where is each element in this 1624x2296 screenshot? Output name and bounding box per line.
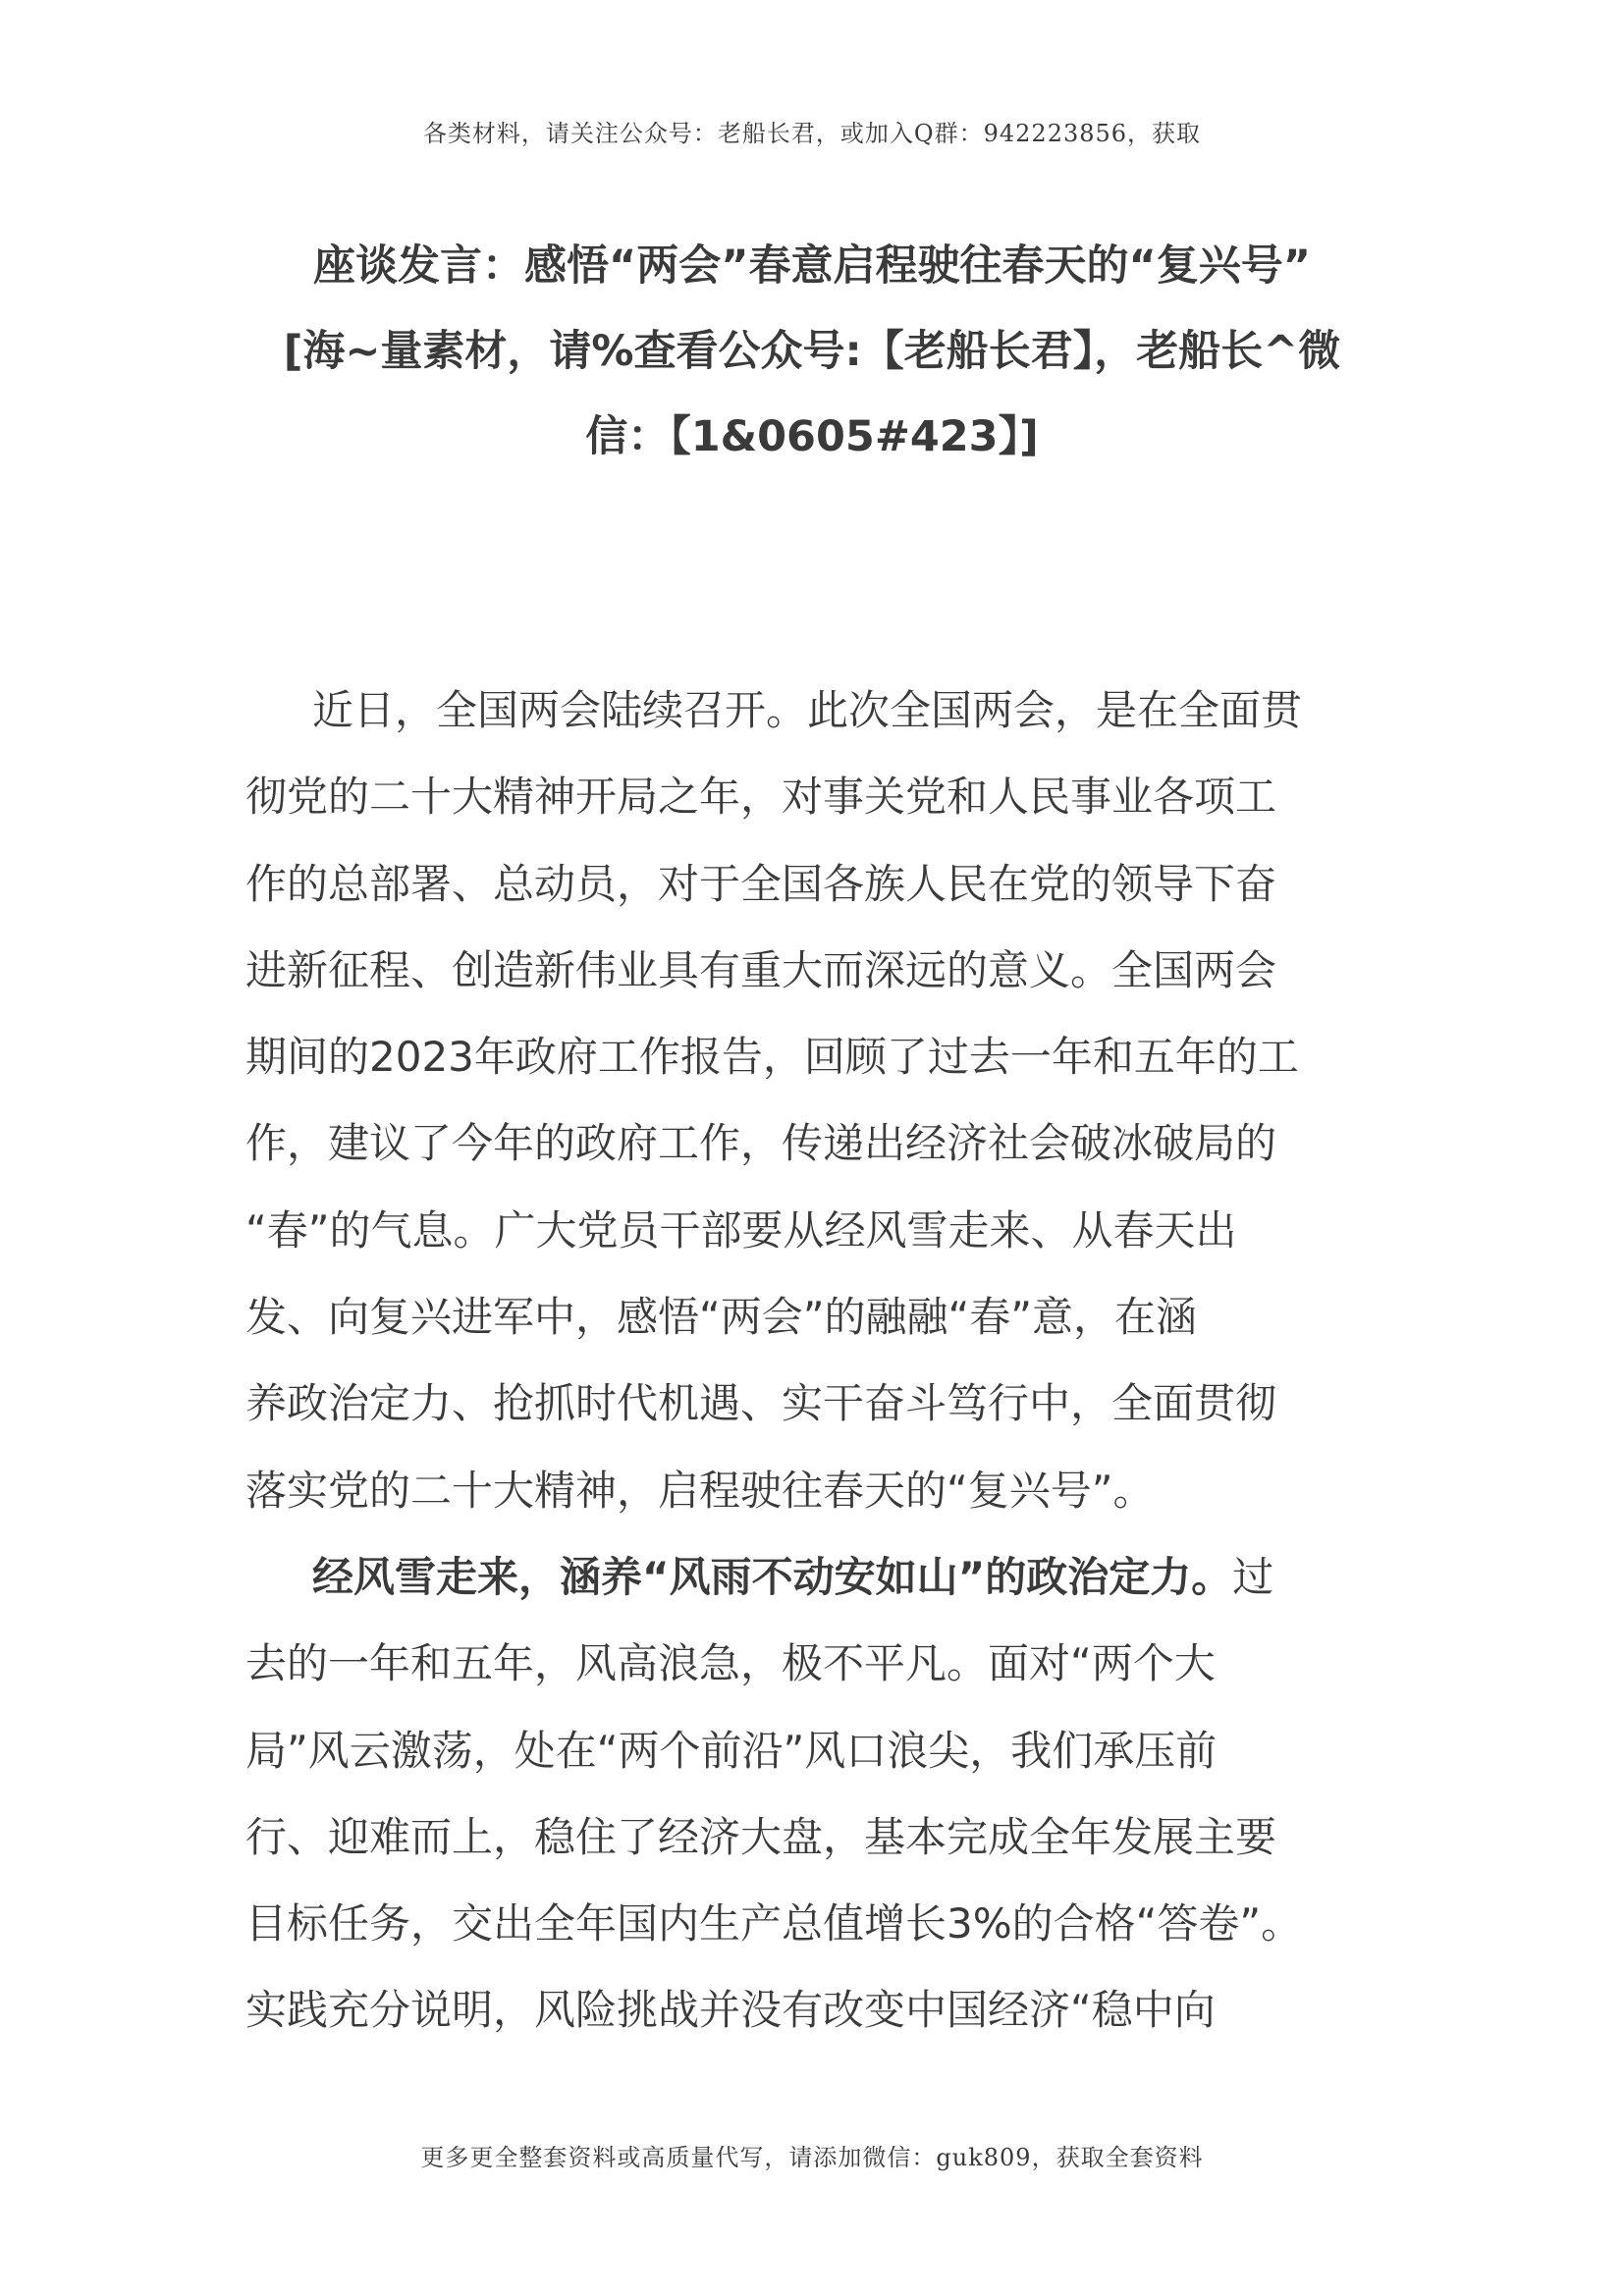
text-line: 局”风云激荡，处在“两个前沿”风口浪尖，我们承压前 xyxy=(245,1726,1218,1775)
text-line: 作的总部署、总动员，对于全国各族人民在党的领导下奋 xyxy=(245,859,1277,908)
text-line: 发、向复兴进军中，感悟“两会”的融融“春”意，在涵 xyxy=(245,1293,1198,1342)
page-footer-notice: 更多更全整套资料或高质量代写，请添加微信：guk809，获取全套资料 xyxy=(420,2144,1204,2171)
text-line: 作，建议了今年的政府工作，传递出经济社会破冰破局的 xyxy=(245,1119,1277,1168)
text-line: 目标任务，交出全年国内生产总值增长3%的合格“答卷”。 xyxy=(245,1899,1303,1949)
title-line-3: 信：【1&0605#423】] xyxy=(585,412,1039,461)
text-line: 去的一年和五年，风高浪急，极不平凡。面对“两个大 xyxy=(245,1639,1216,1688)
text-line: 实践充分说明，风险挑战并没有改变中国经济“稳中向 xyxy=(245,1986,1216,2035)
text-line: “春”的气息。广大党员干部要从经风雪走来、从春天出 xyxy=(245,1205,1237,1255)
text-line: 近日，全国两会陆续召开。此次全国两会，是在全面贯 xyxy=(312,686,1303,734)
document-title xyxy=(245,224,1379,480)
text-fragment: 过 xyxy=(1232,1552,1274,1601)
text-line: 进新征程、创造新伟业具有重大而深远的意义。全国两会 xyxy=(245,945,1277,994)
page-header-notice: 各类材料，请关注公众号：老船长君，或加入Q群：942223856，获取 xyxy=(422,120,1202,147)
text-line xyxy=(245,1534,1394,1621)
text-line: 行、迎难而上，稳住了经济大盘，基本完成全年发展主要 xyxy=(245,1812,1277,1861)
document-body xyxy=(245,667,1394,2055)
paragraph-1 xyxy=(245,667,1394,1534)
text-line: 落实党的二十大精神，启程驶往春天的“复兴号”。 xyxy=(245,1466,1155,1515)
paragraph-2 xyxy=(245,1534,1394,2055)
text-line: 养政治定力、抢抓时代机遇、实干奋斗笃行中，全面贯彻 xyxy=(245,1379,1277,1428)
title-line-1: 座谈发言：感悟“两会”春意启程驶往春天的“复兴号” xyxy=(312,241,1312,291)
text-line: 彻党的二十大精神开局之年，对事关党和人民事业各项工 xyxy=(245,773,1277,822)
text-line: 期间的2023年政府工作报告，回顾了过去一年和五年的工 xyxy=(245,1033,1299,1082)
title-line-2: [海~量素材，请%查看公众号:【老船长君】，老船长^微 xyxy=(283,327,1341,376)
section-heading: 经风雪走来，涵养“风雨不动安如山”的政治定力。 xyxy=(312,1552,1233,1601)
